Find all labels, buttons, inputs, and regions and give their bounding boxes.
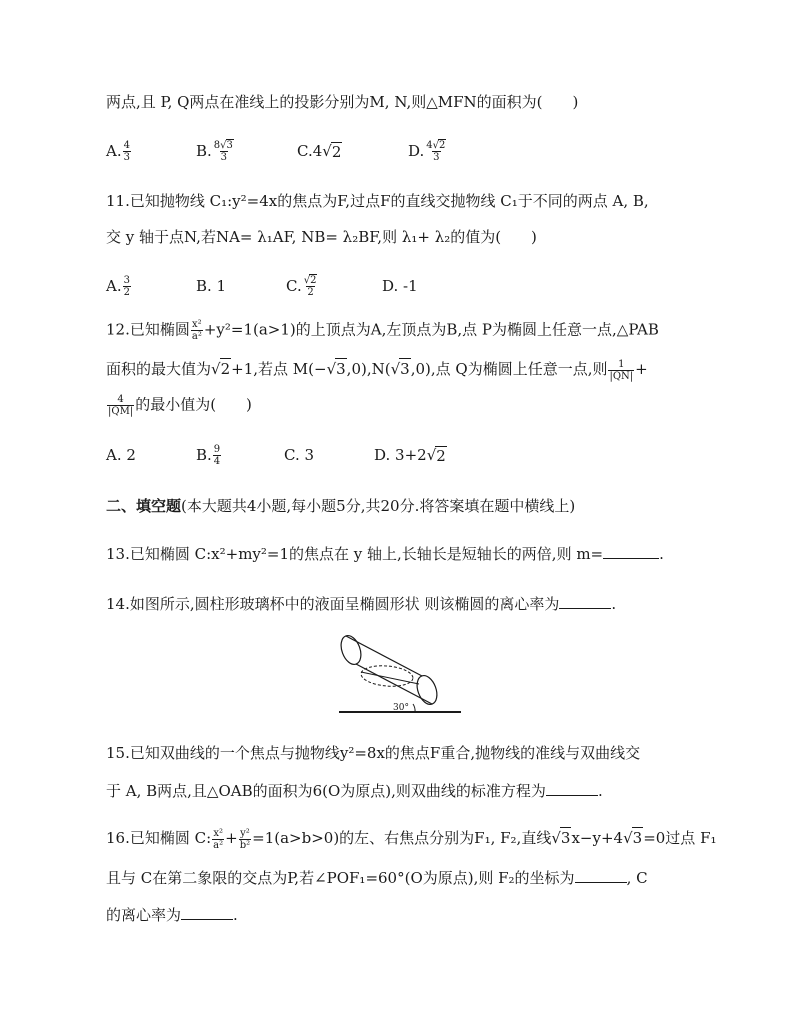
q15-answer-blank[interactable] xyxy=(546,779,598,796)
q10-text: 两点,且 P, Q两点在准线上的投影分别为M, N,则△MFN的面积为( ) xyxy=(106,93,579,111)
q12-line1: 12.已知椭圆 $\frac{\text{x²}}{\text{a²}}$ +y²=1(a>1)的上顶点为A,左顶点为B,点 P为椭圆上任意一点,△PAB xyxy=(106,319,659,342)
q12-option-a[interactable]: A. 2 xyxy=(106,446,136,464)
q14-text: 14.如图所示,圆柱形玻璃杯中的液面呈椭圆形状 则该椭圆的离心率为 . xyxy=(106,592,616,614)
q16-f2-answer-blank[interactable] xyxy=(575,866,627,883)
angle-label: 30° xyxy=(393,703,409,713)
q10-option-b[interactable]: B. $\frac{8√3}{3}$ xyxy=(196,140,233,163)
q12-option-d[interactable]: D. 3+2 √ 2 xyxy=(374,446,446,465)
cylinder-side-top xyxy=(346,636,422,676)
q11-options xyxy=(106,266,706,306)
q12-option-c[interactable]: C. 3 xyxy=(284,446,315,464)
q16-eccentricity-blank[interactable] xyxy=(181,903,233,920)
q11-line2: 交 y 轴于点N,若NA= λ₁AF, NB= λ₂BF,则 λ₁+ λ₂的值为( ) xyxy=(106,228,537,246)
q11-option-b[interactable]: B. 1 xyxy=(196,277,227,295)
q12-line2: 面积的最大值为√2+1,若点 M(−√3,0),N(√3,0),点 Q为椭圆上任意一点,则 $\frac{1}{|QN|}$ + xyxy=(106,358,648,382)
q11-option-c[interactable]: C. $\frac{√2}{2}$ xyxy=(286,275,317,298)
q16-line2: 且与 C在第二象限的交点为P,若∠POF₁=60°(O为原点),则 F₂的坐标为 , C xyxy=(106,866,648,888)
q16-line1: 16.已知椭圆 C: $\frac{\text{x²}}{\text{a²}}$ + $\frac{\text{y²}}{\text{b²}}$ =1(a>b>0)的左、右焦点分别为F₁, F₂,直线√3x−y+4√3=0过点 F₁ xyxy=(106,827,717,851)
q12-line3: $\frac{4}{|QM|}$ 的最小值为( ) xyxy=(108,394,252,417)
q13-answer-blank[interactable] xyxy=(603,542,659,559)
q10-option-c[interactable]: C. 4 √ 2 xyxy=(297,142,342,161)
section-heading: 二、填空题(本大题共4小题,每小题5分,共20分.将答案填在题中横线上) xyxy=(106,497,576,515)
q13-text: 13.已知椭圆 C:x²+my²=1的焦点在 y 轴上,长轴长是短轴长的两倍,则 m= . xyxy=(106,542,664,564)
q10-options xyxy=(106,131,706,171)
q16-line3: 的离心率为 . xyxy=(106,903,238,925)
q11-line1: 11.已知抛物线 C₁:y²=4x的焦点为F,过点F的直线交抛物线 C₁于不同的两点 A, B, xyxy=(106,192,649,210)
q12-option-b[interactable]: B. $\frac{9}{4}$ xyxy=(196,443,221,467)
q11-option-a[interactable]: A. $\frac{3}{2}$ xyxy=(106,274,130,298)
q15-line1: 15.已知双曲线的一个焦点与抛物线y²=8x的焦点F重合,抛物线的准线与双曲线交 xyxy=(106,744,641,762)
q10-option-d[interactable]: D. $\frac{4√2}{3}$ xyxy=(408,140,446,163)
q15-line2: 于 A, B两点,且△OAB的面积为6(O为原点),则双曲线的标准方程为 . xyxy=(106,779,603,801)
q14-answer-blank[interactable] xyxy=(559,592,611,609)
q10-option-a[interactable]: A. $\frac{4}{3}$ xyxy=(106,139,130,163)
angle-arc xyxy=(413,704,415,712)
cylinder-side-bottom xyxy=(356,664,432,704)
q12-options xyxy=(106,435,706,475)
q11-option-d[interactable]: D. -1 xyxy=(382,277,418,295)
cylinder-figure xyxy=(335,628,465,718)
